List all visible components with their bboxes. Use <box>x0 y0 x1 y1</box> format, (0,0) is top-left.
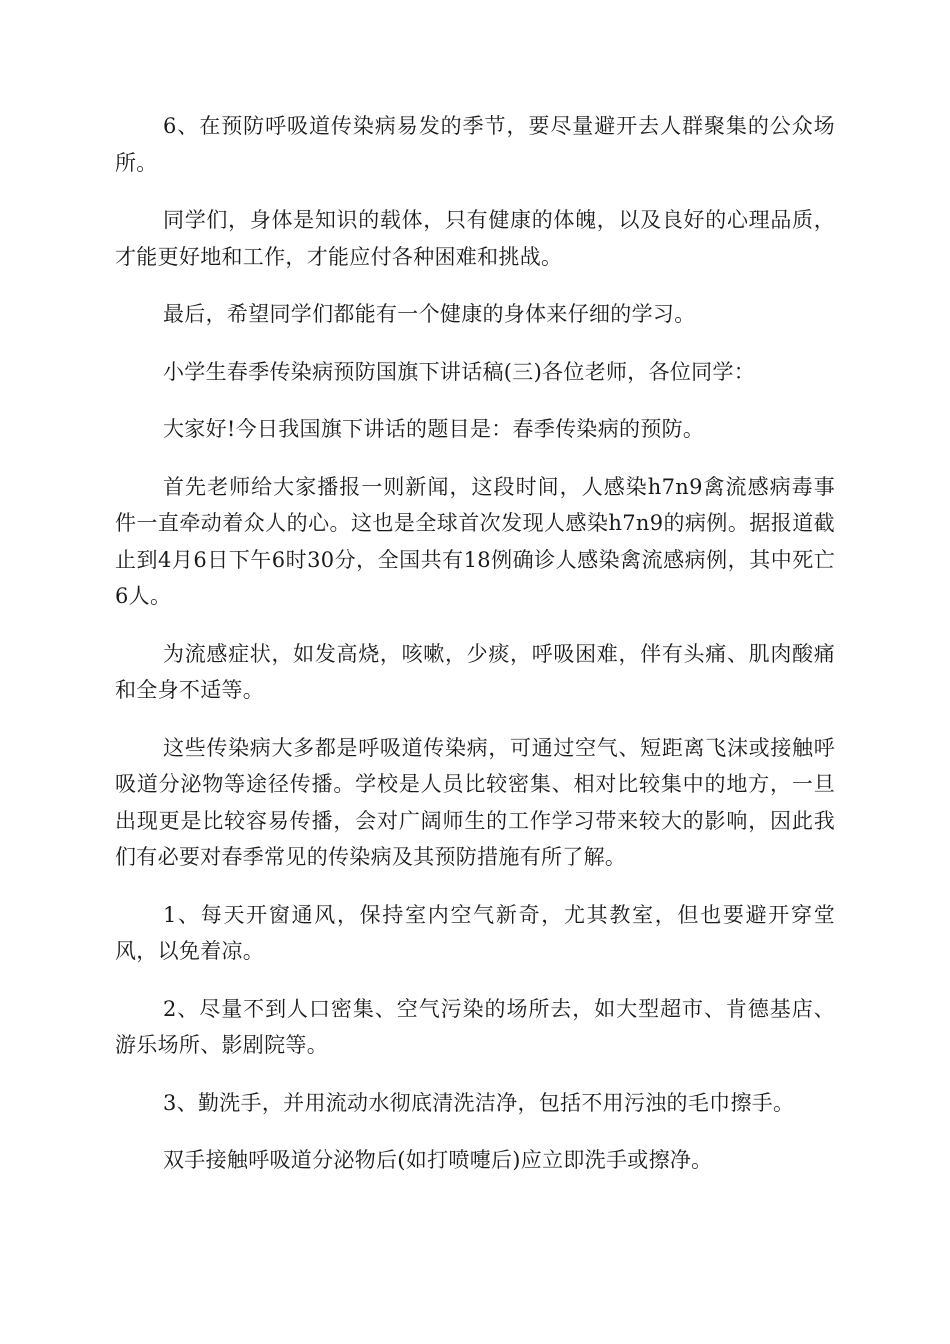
paragraph: 最后，希望同学们都能有一个健康的身体来仔细的学习。 <box>163 302 696 326</box>
paragraph: 双手接触呼吸道分泌物后(如打喷嚏后)应立即洗手或擦净。 <box>163 1148 713 1172</box>
paragraph: 1、每天开窗通风，保持室内空气新奇，尤其教室，但也要避开穿堂风，以免着凉。 <box>115 902 835 963</box>
paragraph: 同学们，身体是知识的载体，只有健康的体魄，以及良好的心理品质，才能更好地和工作，才能应付各种困难和挑战。 <box>115 208 835 269</box>
paragraph: 3、勤洗手，并用流动水彻底清洗洁净，包括不用污浊的毛巾擦手。 <box>163 1090 795 1115</box>
paragraph: 为流感症状，如发高烧，咳嗽，少痰，呼吸困难，伴有头痛、肌肉酸痛和全身不适等。 <box>115 641 835 702</box>
paragraph: 首先老师给大家播报一则新闻，这段时间，人感染h7n9禽流感病毒事件一直牵动着众人的心。这也是全球首次发现人感染h7n9的病例。据报道截止到4月6日下午6时30分，全国共有18例确诊人感染禽流感病例，其中死亡6人。 <box>115 474 835 608</box>
paragraph: 小学生春季传染病预防国旗下讲话稿(三)各位老师，各位同学： <box>163 359 756 384</box>
paragraph: 这些传染病大多都是呼吸道传染病，可通过空气、短距离飞沫或接触呼吸道分泌物等途径传播。学校是人员比较密集、相对比较集中的地方，一旦出现更是比较容易传播，会对广阔师生的工作学习带来较大的影响，因此我们有必要对春季常见的传染病及其预防措施有所了解。 <box>115 735 835 869</box>
paragraph: 6、在预防呼吸道传染病易发的季节，要尽量避开去人群聚集的公众场所。 <box>115 114 835 175</box>
document-body <box>115 108 835 1200</box>
paragraph: 2、尽量不到人口密集、空气污染的场所去，如大型超市、肯德基店、游乐场所、影剧院等。 <box>115 996 835 1057</box>
paragraph: 大家好!今日我国旗下讲话的题目是：春季传染病的预防。 <box>163 417 705 441</box>
